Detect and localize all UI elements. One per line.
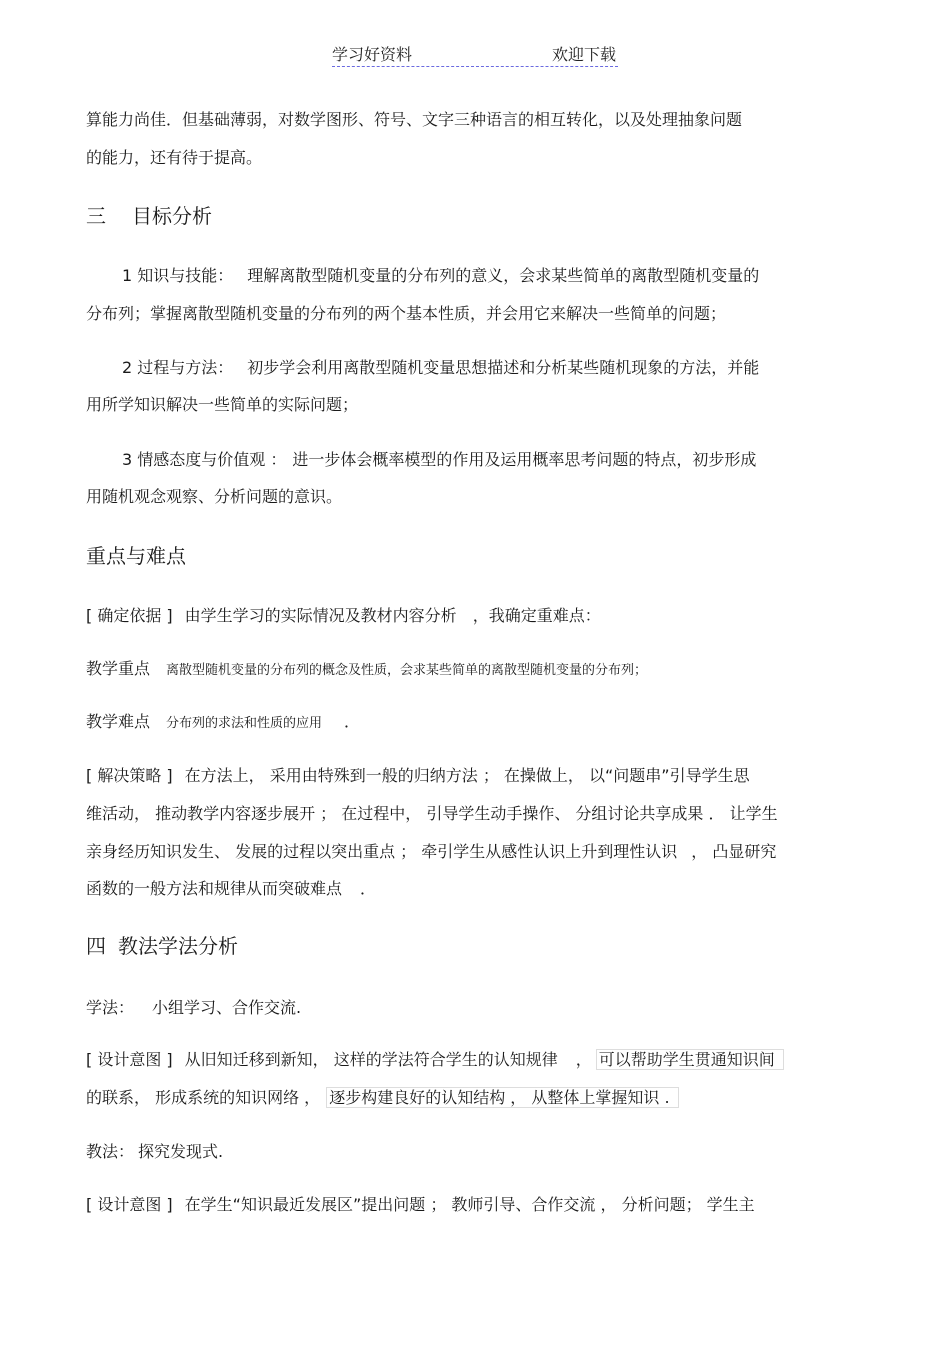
teach-method-line xyxy=(86,1140,223,1164)
design-intent-line xyxy=(86,1193,755,1217)
design-text-boxed: 可以帮助学生贯通知识间 xyxy=(596,1049,784,1070)
design-text: 从旧知迁移到新知， 这样的学法符合学生的认知规律 xyxy=(184,1050,558,1069)
section-title: 教法学法分析 xyxy=(118,934,238,958)
design-text: 在学生“知识最近发展区”提出问题 ； 教师引导、合作交流 ， 分析问题； 学生主 xyxy=(184,1195,755,1214)
teach-label: 教法： xyxy=(86,1142,135,1161)
paragraph-line xyxy=(86,1086,679,1110)
paragraph-line: 用所学知识解决一些简单的实际问题； xyxy=(86,395,359,414)
strategy-text: 在方法上， 采用由特殊到一般的归纳方法 ； 在操做上， 以“问题串”引导学生思 xyxy=(184,766,750,785)
difficulty-end: ． xyxy=(344,712,361,731)
goal-label: 2 过程与方法： xyxy=(122,358,234,377)
strategy-text-end: ． xyxy=(360,879,377,898)
teach-text: 探究发现式. xyxy=(138,1142,224,1161)
focus-text: 离散型随机变量的分布列的概念及性质，会求某些简单的离散型随机变量的分布列； xyxy=(166,663,648,678)
section-number: 三 xyxy=(86,204,106,228)
basis-label: [ 确定依据 ] xyxy=(86,606,173,625)
paragraph-line: 算能力尚佳．但基础薄弱，对数学图形、符号、文字三种语言的相互转化，以及处理抽象问题 xyxy=(86,110,743,129)
strategy-line xyxy=(86,764,750,788)
basis-text: 由学生学习的实际情况及教材内容分析 xyxy=(184,606,457,625)
paragraph-line xyxy=(86,877,376,901)
key-heading: 重点与难点 xyxy=(86,544,186,568)
design-intent-line xyxy=(86,1048,784,1072)
difficulty-label: 教学难点 xyxy=(86,712,151,731)
design-label: [ 设计意图 ] xyxy=(86,1195,173,1214)
study-method-line xyxy=(86,996,301,1020)
design-label: [ 设计意图 ] xyxy=(86,1050,173,1069)
header-left-text: 学习好资料 xyxy=(332,45,413,64)
header-right-text: 欢迎下载 xyxy=(551,45,616,64)
paragraph-line: 的能力，还有待于提高。 xyxy=(86,148,263,167)
goal-process xyxy=(122,356,759,380)
section-heading-3 xyxy=(86,202,212,230)
goal-emotion xyxy=(122,448,756,472)
focus-line xyxy=(86,657,647,683)
basis-text-end: ，我确定重难点： xyxy=(472,606,601,625)
strategy-text: 亲身经历知识发生、 发展的过程以突出重点 ； 牵引学生从感性认识上升到理性认识 xyxy=(86,842,678,861)
goal-text: 理解离散型随机变量的分布列的意义，会求某些简单的离散型随机变量的 xyxy=(247,266,760,285)
difficulty-text: 分布列的求法和性质的应用 xyxy=(166,716,323,731)
paragraph-line: 分布列；掌握离散型随机变量的分布列的两个基本性质，并会用它来解决一些简单的问题； xyxy=(86,304,727,323)
design-text: 的联系， 形成系统的知识网络 ， xyxy=(86,1088,321,1107)
study-text: 小组学习、合作交流. xyxy=(152,998,302,1017)
goal-text: 进一步体会概率模型的作用及运用概率思考问题的特点，初步形成 xyxy=(292,450,757,469)
goal-label: 3 情感态度与价值观 ： xyxy=(122,450,287,469)
page-header xyxy=(332,42,618,67)
design-text-boxed: 逐步构建良好的认知结构 ， 从整体上掌握知识 . xyxy=(326,1087,678,1108)
paragraph-line: 用随机观念观察、分析问题的意识。 xyxy=(86,487,343,506)
paragraph-line: 维活动， 推动教学内容逐步展开 ； 在过程中， 引导学生动手操作、 分组讨论共享成果 ． 让学生 xyxy=(86,804,778,823)
strategy-label: [ 解决策略 ] xyxy=(86,766,173,785)
section-title: 目标分析 xyxy=(132,204,212,228)
section-number: 四 xyxy=(86,934,106,958)
study-label: 学法： xyxy=(86,998,135,1017)
strategy-text: 函数的一般方法和规律从而突破难点 xyxy=(86,879,343,898)
goal-text: 初步学会利用离散型随机变量思想描述和分析某些随机现象的方法，并能 xyxy=(247,358,760,377)
focus-label: 教学重点 xyxy=(86,659,151,678)
paragraph-line xyxy=(86,840,776,864)
strategy-text-end: ， 凸显研究 xyxy=(691,842,777,861)
difficulty-line xyxy=(86,710,360,736)
basis-line xyxy=(86,604,601,628)
section-heading-4 xyxy=(86,932,238,960)
goal-knowledge xyxy=(122,264,759,288)
goal-label: 1 知识与技能： xyxy=(122,266,234,285)
design-text: ， xyxy=(575,1050,592,1069)
